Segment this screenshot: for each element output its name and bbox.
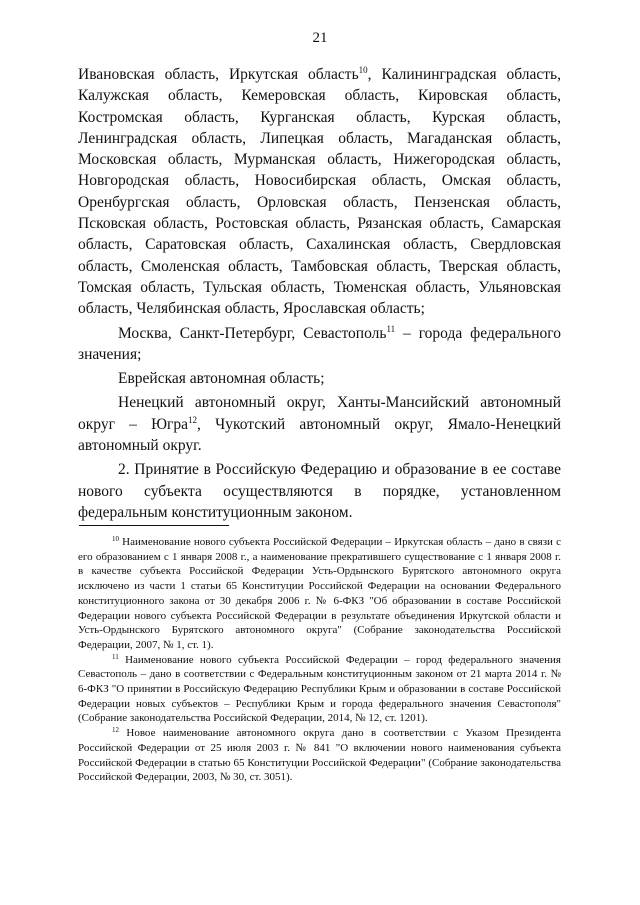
- footnote-num-10: 10: [112, 535, 119, 543]
- jewish-ao-paragraph: Еврейская автономная область;: [118, 370, 325, 388]
- federal-cities-paragraph: [78, 323, 561, 366]
- footnote-num-11: 11: [112, 652, 119, 661]
- footnote-10: [78, 535, 561, 653]
- footnote-ref-10[interactable]: 10: [358, 65, 368, 75]
- footnote-12: [78, 726, 561, 785]
- article-body: [78, 64, 561, 523]
- footnotes: [78, 535, 561, 785]
- footnote-text-11: Наименование нового субъекта Российской Федерации – город федерального значения Севастополь – дано в соответствии с Федеральным конституционным законом от 21 марта 2014 г. № 6-ФКЗ "О принятии в Российскую Федерацию Республики Крым и образовании в составе Российской Федерации новых субъектов – Республики Крым и города федерального значения Севастополя" (Собрание законодательства Российской Федерации, 2014, № 12, ст. 1201).: [78, 653, 561, 725]
- item-2-paragraph: 2. Принятие в Российскую Федерацию и образование в ее составе нового субъекта осуществляются в порядке, установленном федеральным конституционным законом.: [78, 461, 561, 521]
- okrugs-text-cont: , Чукотский автономный округ, Ямало-Ненецкий автономный округ.: [78, 415, 561, 455]
- autonomous-okrugs-paragraph: [78, 392, 561, 456]
- regions-text: Ивановская область, Иркутская область: [78, 66, 359, 83]
- footnote-ref-12[interactable]: 12: [188, 414, 198, 425]
- footnote-num-12: 12: [112, 726, 119, 735]
- footnote-11: [78, 653, 561, 727]
- page-number: 21: [312, 30, 328, 46]
- footnote-text-12: Новое наименование автономного округа дано в соответствии с Указом Президента Российской Федерации от 25 июля 2003 г. № 841 "О включении нового наименования субъекта Российской Федерации в статью 65 Конституции Российской Федерации" (Собрание законодательства Российской Федерации, 2003, № 30, ст. 3051).: [78, 727, 561, 784]
- regions-text-cont: , Калининградская область, Калужская область, Кемеровская область, Кировская область, Костромская область, Курганская область, Курская область, Ленинградская область, Липецкая область, Магаданская область, Московская область, Мурманская область, Нижегородская область, Новгородская область, Новосибирская область, Омская область, Оренбургская область, Орловская область, Пензенская область, Псковская область, Ростовская область, Рязанская область, Самарская область, Саратовская область, Сахалинская область, Свердловская область, Смоленская область, Тамбовская область, Тверская область, Томская область, Тульская область, Тюменская область, Ульяновская область, Челябинская область, Ярославская область;: [78, 66, 561, 318]
- regions-paragraph: [78, 64, 561, 320]
- cities-text: Москва, Санкт-Петербург, Севастополь: [118, 324, 387, 342]
- footnote-separator: [79, 525, 229, 526]
- footnote-ref-11[interactable]: 11: [386, 323, 396, 334]
- footnote-text-10: Наименование нового субъекта Российской Федерации – Иркутская область – дано в связи с его образованием с 1 января 2008 г., а наименование прекратившего существование с 1 января 2008 г. в качестве субъекта Российской Федерации Усть-Ордынского Бурятского автономного округа исключено из части 1 статьи 65 Конституции Российской Федерации на основании Федерального конституционного закона от 30 декабря 2006 г. № 6-ФКЗ "Об образовании в составе Российской Федерации нового субъекта Российской Федерации в результате объединения Иркутской области и Усть-Ордынского Бурятского автономного округа" (Собрание законодательства Российской Федерации, 2007, № 1, ст. 1).: [78, 536, 561, 651]
- cities-text-cont: – города федерального значения;: [78, 324, 561, 363]
- okrugs-text: Ненецкий автономный округ, Ханты-Мансийский автономный округ – Югра: [78, 394, 561, 433]
